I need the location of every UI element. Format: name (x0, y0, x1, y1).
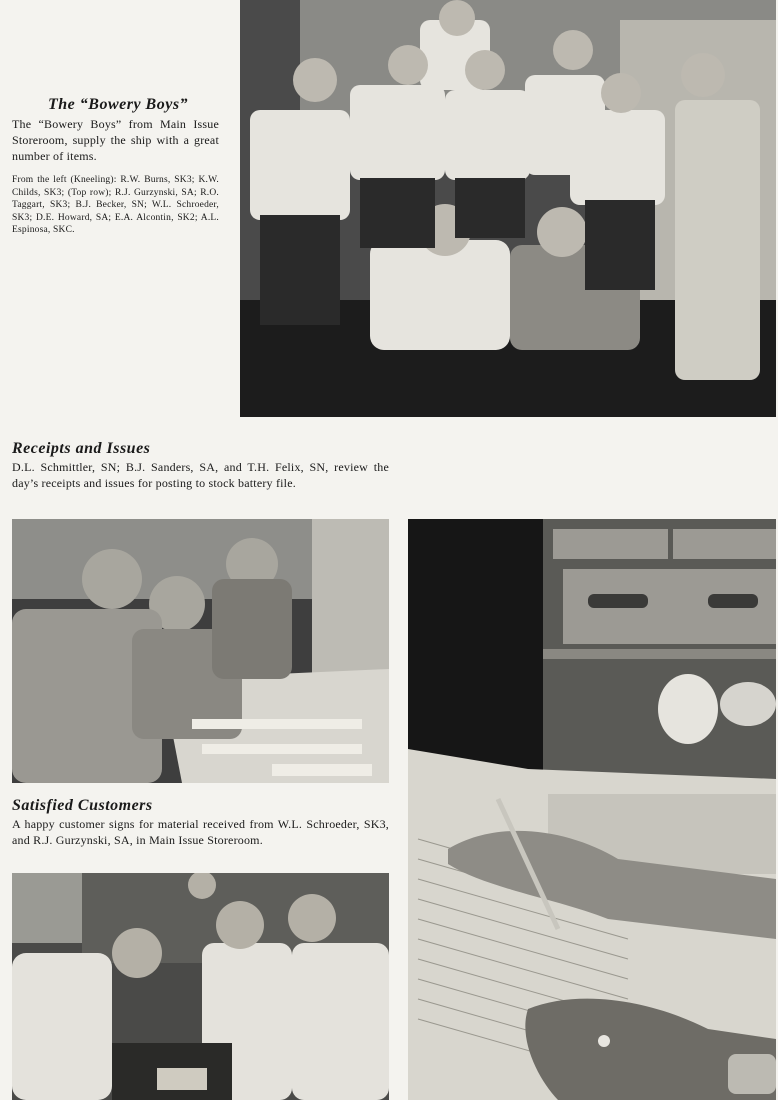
bowery-boys-title: The “Bowery Boys” (48, 96, 189, 113)
customers-photo (12, 873, 389, 1100)
receipts-title: Receipts and Issues (12, 440, 151, 457)
receipts-photo (12, 519, 389, 783)
customers-title: Satisfied Customers (12, 797, 153, 814)
ledger-photo (408, 519, 776, 1100)
receipts-caption: D.L. Schmittler, SN; B.J. Sanders, SA, and T.H. Felix, SN, review the day’s receipts and issues for posting to stock battery file. (12, 460, 389, 490)
customers-caption: A happy customer signs for material received from W.L. Schroeder, SK3, and R.J. Gurzynski, SA, in Main Issue Storeroom. (12, 817, 389, 847)
bowery-boys-names: From the left (Kneeling): R.W. Burns, SK3; K.W. Childs, SK3; (Top row); R.J. Gurzynski, SA; R.O. Taggart, SK3; B.J. Becker, SN; W.L. Schroeder, SK3; D.E. Howard, SA; E.A. Alcontin, SK2; A.L. Espinosa, SKC. (12, 175, 219, 235)
bowery-boys-caption: The “Bowery Boys” from Main Issue Storeroom, supply the ship with a great number of items. (12, 117, 219, 163)
bowery-boys-photo (240, 0, 776, 417)
